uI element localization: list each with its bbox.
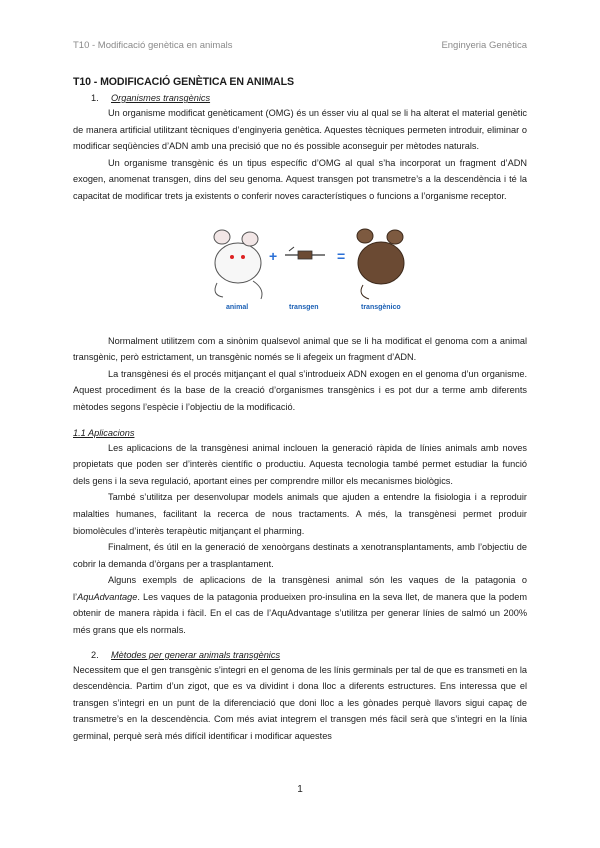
brown-mouse-icon bbox=[357, 229, 404, 299]
header-right: Enginyeria Genètica bbox=[441, 40, 527, 51]
page-content bbox=[73, 76, 527, 745]
section-number: 1. bbox=[91, 93, 99, 103]
label-transgen: transgen bbox=[289, 303, 319, 311]
paragraph: Normalment utilitzem com a sinònim qualsevol animal que se li ha modificat el genoma com a animal transgènic, però estrictament, un transgènic només se li afegeix un fragment d’ADN. bbox=[73, 335, 527, 363]
section-title: Organismes transgènics bbox=[111, 93, 211, 103]
plus-sign: + bbox=[269, 247, 278, 264]
paragraph: També s’utilitza per desenvolupar models animals que ajuden a entendre la fisiologia i a reproduir malalties humanes, facilitant la recerca de nous tractaments. A més, la transgènesi permet produir biomolècules d’interès terapèutic mitjançant el pharming. bbox=[73, 492, 527, 536]
label-animal: animal bbox=[226, 303, 249, 311]
paragraph-part: Alguns exempls de aplicacions de la transgènesi animal són les vaques de la patagonia o l’ bbox=[73, 575, 527, 602]
transgenic-diagram bbox=[203, 215, 413, 325]
paragraph: Un organisme modificat genèticament (OMG) és un ésser viu al qual se li ha alterat el material genètic de manera artificial utilitzant tècniques d’enginyeria genètica. Aquestes tècniques permeten introduir, eliminar o modificar seqüències d’ADN amb una precisió que no és possible aconseguir per mètodes naturals. bbox=[73, 108, 527, 152]
page-number: 1 bbox=[297, 784, 303, 795]
label-result: transgènico bbox=[361, 303, 401, 311]
paragraph bbox=[73, 572, 527, 638]
page-title: T10 - MODIFICACIÓ GENÈTICA EN ANIMALS bbox=[73, 76, 294, 88]
product-name: AquAdvantage bbox=[77, 591, 138, 602]
transgenic-figure bbox=[73, 215, 527, 327]
paragraph-part: . Les vaques de la patagonia produeixen pro-insulina en la seva llet, de manera que la podem obtenir de manera ràpida i fàcil. En el cas de l’AquAdvantage s’utilitza per generar línies de salmó un 200% més grans que els normals. bbox=[73, 591, 527, 636]
subsection-heading: 1.1 Aplicacions bbox=[73, 427, 135, 438]
paragraph: Necessitem que el gen transgènic s’integri en el genoma de les línis germinals per tal de que es transmeti en la descendència. Partim d’un zigot, que es va dividint i dona lloc a diferents estructures. Ens interessa que el transgen s’integri en un punt de la diferenciació que doni lloc a les gònades perquè llavors sigui capaç de transmetre’s en la descendència. Com més aviat integrem el transgen més fàcil serà que s’integri en la línia germinal, perquè serà més difícil identificar i modificar aquestes bbox=[73, 664, 527, 742]
section-number: 2. bbox=[91, 649, 99, 660]
section-heading-1 bbox=[73, 92, 527, 105]
section-title: Mètodes per generar animals transgènics bbox=[111, 649, 281, 660]
equals-sign: = bbox=[337, 247, 346, 264]
paragraph: Finalment, és útil en la generació de xenoòrgans destinats a xenotransplantaments, amb l’objectiu de cobrir la demanda d’òrgans per a trasplantament. bbox=[73, 542, 527, 569]
header-left: T10 - Modificació genètica en animals bbox=[73, 40, 233, 51]
paragraph: La transgènesi és el procés mitjançant el qual s’introdueix ADN exogen en el genoma d’un organisme. Aquest procediment és la base de la creació d’organismes transgènics i es pot dur a terme amb diferents mètodes segons l’espècie i l’objectiu de la modificació. bbox=[73, 368, 527, 412]
paragraph: Un organisme transgènic és un tipus específic d’OMG al qual s’ha incorporat un fragment d’ADN exogen, anomenat transgen, dins del seu genoma. Aquest transgen pot transmetre’s a la descendència i té la capacitat de modificar trets ja existents o conferir noves característiques o funcions a l’organisme receptor. bbox=[73, 157, 527, 201]
section-heading-2 bbox=[73, 649, 527, 662]
white-mouse-icon bbox=[214, 230, 262, 299]
transgen-icon bbox=[285, 247, 325, 259]
paragraph: Les aplicacions de la transgènesi animal inclouen la generació ràpida de línies animals amb noves propietats que poden ser d’interès científic o productiu. Aquesta tecnologia també permet estudiar la funció dels gens i la seva regulació, aportant eines per comprendre millor els mecanismes biològics. bbox=[73, 442, 527, 486]
